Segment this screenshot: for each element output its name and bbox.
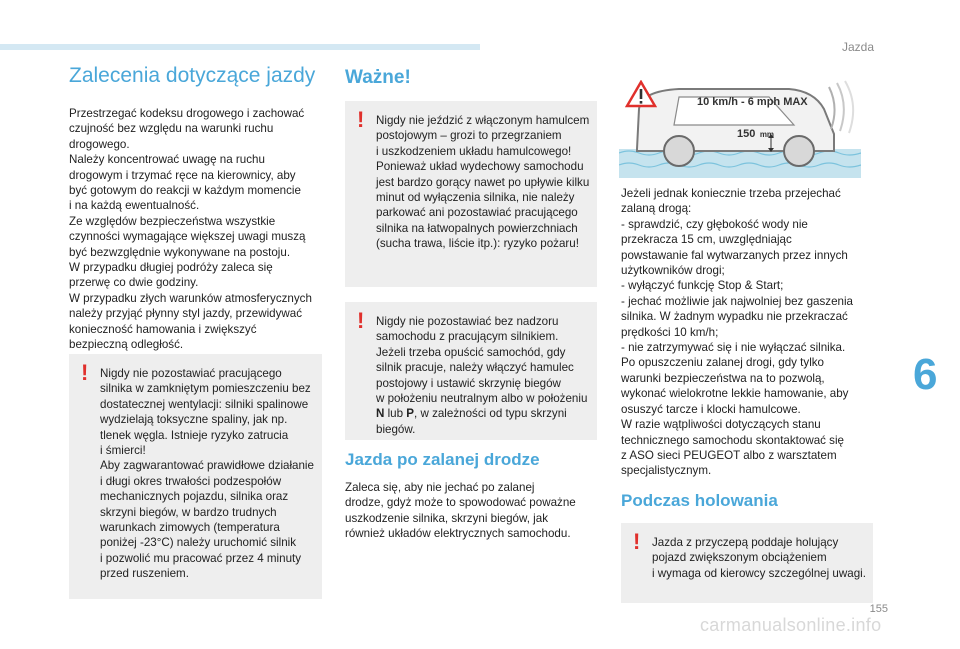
warning-exclamation-icon: ! xyxy=(633,529,641,554)
warning-exclamation-icon: ! xyxy=(357,308,365,333)
engine-running-warning-end: , w zależności od typu skrzyni biegów. xyxy=(376,407,567,436)
towing-warning-text: Jazda z przyczepą poddaje holujący pojazd zwiększonym obciążeniem i wymaga od kierowcy szczególnej uwagi. xyxy=(652,536,866,580)
parking-brake-warning-box xyxy=(345,101,597,287)
engine-running-warning-text xyxy=(376,314,591,437)
watermark: carmanualsonline.info xyxy=(700,615,882,635)
towing-warning-box xyxy=(621,523,873,603)
flooded-road-illustration xyxy=(619,79,861,178)
parking-brake-warning-text: Nigdy nie jeździć z włączonym hamulcem postojowym – grozi to przegrzaniem i uszkodzeniem układu hamulcowego! Ponieważ układ wydechowy samochodu jest bardzo gorący nawet po upływie kilku minut od wyłączenia silnika, nie należy parkować ani pozostawiać pracującego silnika na łatwopalnych powierzchniach (sucha trawa, liście itp.): ryzyko pożaru! xyxy=(376,114,590,251)
engine-running-warning-box xyxy=(345,302,597,440)
flooded-road-instructions: Jeżeli jednak koniecznie trzeba przejechać zalaną drogą: - sprawdzić, czy głębokość wody nie przekracza 15 cm, uwzględniając powstawanie fal wytwarzanych przez innych użytkowników drogi; - wyłączyć funkcję Stop & Start; - jechać możliwie jak najwolniej bez gaszenia silnika. W żadnym wypadku nie przekraczać prędkości 10 km/h; - nie zatrzymywać się i nie wyłączać silnika. Po opuszczeniu zalanej drogi, gdy tylko warunki bezpieczeństwa na to pozwolą, wykonać wielokrotne lekkie hamowanie, aby osuszyć tarcze i klocki hamulcowe. W razie wątpliwości dotyczących stanu technicznego samochodu skontaktować się z ASO sieci PEUGEOT albo z warsztatem specjalistycznym. xyxy=(621,187,853,478)
header-accent-bar xyxy=(0,44,480,50)
driving-advice-text: Przestrzegać kodeksu drogowego i zachować czujność bez względu na warunki ruchu drogowego. Należy koncentrować uwagę na ruchu drogowym i trzymać ręce na kierownicy, aby być gotowym do reakcji w każdym momencie i na każdą ewentualność. Ze względów bezpieczeństwa wszystkie czynności wymagające większej uwagi muszą być bezwzględnie wykonywane na postoju. W przypadku długiej podróży zaleca się przerwę co dwie godziny. W przypadku złych warunków atmosferycznych należy przyjąć płynny styl jazdy, przewidywać konieczność hamowania i zwiększyć bezpieczną odległość. xyxy=(69,107,312,352)
ventilation-warning-box xyxy=(69,354,322,599)
depth-value: 150 xyxy=(737,128,756,140)
gear-p-label: P xyxy=(406,407,415,421)
engine-running-warning-part: Nigdy nie pozostawiać bez nadzoru samochodu z pracującym silnikiem. Jeżeli trzeba opuścić samochód, gdy silnik pracuje, należy włączyć hamulec postojowy i ustawić skrzynię biegów w położeniu neutralnym albo w położeniu xyxy=(376,315,588,406)
water-depth-label xyxy=(737,124,774,142)
important-heading: Ważne! xyxy=(345,67,411,88)
gear-n-label: N xyxy=(376,407,385,421)
depth-unit: mm xyxy=(759,130,775,139)
flooded-road-text: Zaleca się, aby nie jechać po zalanej drodze, gdyż może to spowodować poważne uszkodzenie silnika, skrzyni biegów, jak również układów elektrycznych samochodu. xyxy=(345,481,576,541)
flooded-road-heading: Jazda po zalanej drodze xyxy=(345,450,540,469)
warning-triangle-icon xyxy=(625,80,657,108)
section-name: Jazda xyxy=(841,40,874,54)
towing-heading: Podczas holowania xyxy=(621,491,778,510)
gear-lub-text: lub xyxy=(384,407,407,421)
page-number: 155 xyxy=(869,603,888,615)
page-title: Zalecenia dotyczące jazdy xyxy=(69,64,316,87)
chapter-number: 6 xyxy=(913,350,938,399)
ventilation-warning-text: Nigdy nie pozostawiać pracującego silnika w zamkniętym pomieszczeniu bez dostatecznej wentylacji: silniki spalinowe wydzielają toksyczne spaliny, jak np. tlenek węgla. Istnieje ryzyko zatrucia i śmierci! Aby zagwarantować prawidłowe działanie i długi okres trwałości podzespołów mechanicznych pojazdu, silnika oraz skrzyni biegów, w bardzo trudnych warunkach zimowych (temperatura poniżej -23°C) należy uruchomić silnik i pozwolić mu pracować przez 4 minuty przed ruszeniem. xyxy=(100,367,314,581)
warning-exclamation-icon: ! xyxy=(357,107,365,132)
warning-exclamation-icon: ! xyxy=(81,360,89,385)
speed-limit-label: 10 km/h - 6 mph MAX xyxy=(697,96,808,108)
